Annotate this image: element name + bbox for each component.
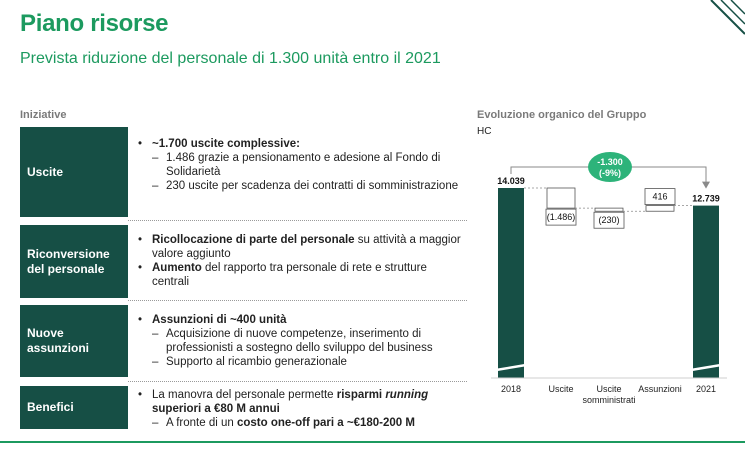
delta-badge-percent: (-9%) bbox=[599, 168, 621, 178]
bullet-text: Ricollocazione di parte del personale bbox=[152, 234, 355, 246]
bullet-text: Aumento bbox=[152, 262, 202, 274]
initiative-label bbox=[27, 326, 89, 356]
bullet-text: su attività a maggior valore aggiunto bbox=[152, 234, 461, 260]
bullet-text: A fronte di un bbox=[166, 417, 237, 429]
bullet-text: running bbox=[385, 389, 429, 401]
page-subtitle: Prevista riduzione del personale di 1.300 unità entro il 2021 bbox=[20, 50, 441, 67]
data-label: 416 bbox=[652, 191, 668, 202]
bullet-text: superiori a €80 M annui bbox=[152, 403, 280, 415]
bullet-text: ~1.700 uscite complessive: bbox=[152, 138, 300, 150]
bullet-item bbox=[136, 137, 466, 151]
bullet-item bbox=[136, 388, 466, 416]
chart-title: Evoluzione organico del Gruppo bbox=[477, 109, 647, 121]
initiative-label-box bbox=[20, 305, 128, 377]
category-label: somministrati bbox=[582, 395, 636, 405]
category-label: Assunzioni bbox=[638, 384, 682, 394]
initiative-label-line: del personale bbox=[27, 261, 105, 276]
data-label: 14.039 bbox=[497, 176, 525, 186]
bar-total-2018 bbox=[498, 188, 524, 378]
bullet-text: del rapporto tra personale di rete e strutture centrali bbox=[152, 262, 427, 288]
data-label: 12.739 bbox=[692, 193, 720, 204]
separator bbox=[128, 300, 467, 301]
initiative-content bbox=[136, 313, 466, 369]
bullet-text: 1.486 grazie a pensionamento e adesione al Fondo di Solidarietà bbox=[166, 152, 441, 178]
category-label: 2018 bbox=[500, 384, 522, 394]
initiative-label-line: assunzioni bbox=[27, 341, 90, 355]
delta-badge-value: -1.300 bbox=[597, 157, 623, 167]
initiative-content bbox=[136, 233, 466, 289]
data-label: (1.486) bbox=[546, 212, 576, 223]
headcount-waterfall-chart bbox=[477, 140, 739, 420]
initiative-label-box bbox=[20, 127, 128, 217]
separator bbox=[128, 220, 467, 221]
bullet-text: costo one-off pari a ~€180-200 M bbox=[236, 417, 415, 429]
initiatives-section-label: Iniziative bbox=[20, 109, 67, 121]
separator bbox=[128, 381, 467, 382]
initiative-label bbox=[27, 247, 110, 277]
initiative-label-line: Benefici bbox=[27, 400, 74, 414]
initiative-content bbox=[136, 137, 466, 193]
bullet-item bbox=[136, 233, 466, 261]
bullet-text: Acquisizione di nuove competenze, inserimento di professionisti a sostegno dello sviluppo del business bbox=[166, 328, 433, 354]
page-title: Piano risorse bbox=[20, 10, 169, 37]
bullet-text: 230 uscite per scadenza dei contratti di somministrazione bbox=[166, 180, 459, 192]
bar-total-2021 bbox=[693, 206, 719, 378]
initiative-label bbox=[27, 165, 63, 180]
initiative-label-box bbox=[20, 386, 128, 429]
footer-line bbox=[0, 441, 745, 443]
initiative-label-line: Riconversione bbox=[27, 246, 110, 261]
initiative-row-benefici bbox=[20, 386, 467, 429]
initiative-label-line: Uscite bbox=[27, 164, 64, 179]
bar-delta-2 bbox=[595, 208, 623, 211]
sub-bullet-item bbox=[136, 179, 466, 193]
data-label: (230) bbox=[598, 215, 620, 226]
initiative-label-line: Nuove bbox=[27, 326, 64, 340]
sub-bullet-item bbox=[136, 355, 466, 369]
bullet-item bbox=[136, 313, 466, 327]
bullet-item bbox=[136, 261, 466, 289]
bar-delta-3 bbox=[646, 206, 674, 212]
bullet-text: Supporto al ricambio generazionale bbox=[166, 356, 347, 368]
bullet-text: Assunzioni di ~400 unità bbox=[152, 314, 287, 326]
initiative-row-uscite bbox=[20, 127, 467, 217]
chart-unit: HC bbox=[477, 126, 492, 137]
bullet-text: risparmi bbox=[336, 389, 386, 401]
category-label: Uscite bbox=[548, 384, 574, 394]
initiative-row-nuove-assunzioni bbox=[20, 305, 467, 377]
arrow-down-icon bbox=[702, 182, 710, 189]
category-label: 2021 bbox=[695, 384, 717, 394]
initiative-row-riconversione bbox=[20, 225, 467, 298]
initiative-content bbox=[136, 388, 466, 430]
sub-bullet-item bbox=[136, 327, 466, 355]
bullet-text: La manovra del personale permette bbox=[152, 389, 337, 401]
sub-bullet-item bbox=[136, 151, 466, 179]
bar-delta-1 bbox=[547, 188, 575, 208]
initiative-label bbox=[27, 400, 74, 415]
category-label: Uscite bbox=[596, 384, 622, 394]
corner-decoration-icon bbox=[697, 0, 745, 40]
initiative-label-box bbox=[20, 225, 128, 298]
sub-bullet-item bbox=[136, 416, 466, 430]
